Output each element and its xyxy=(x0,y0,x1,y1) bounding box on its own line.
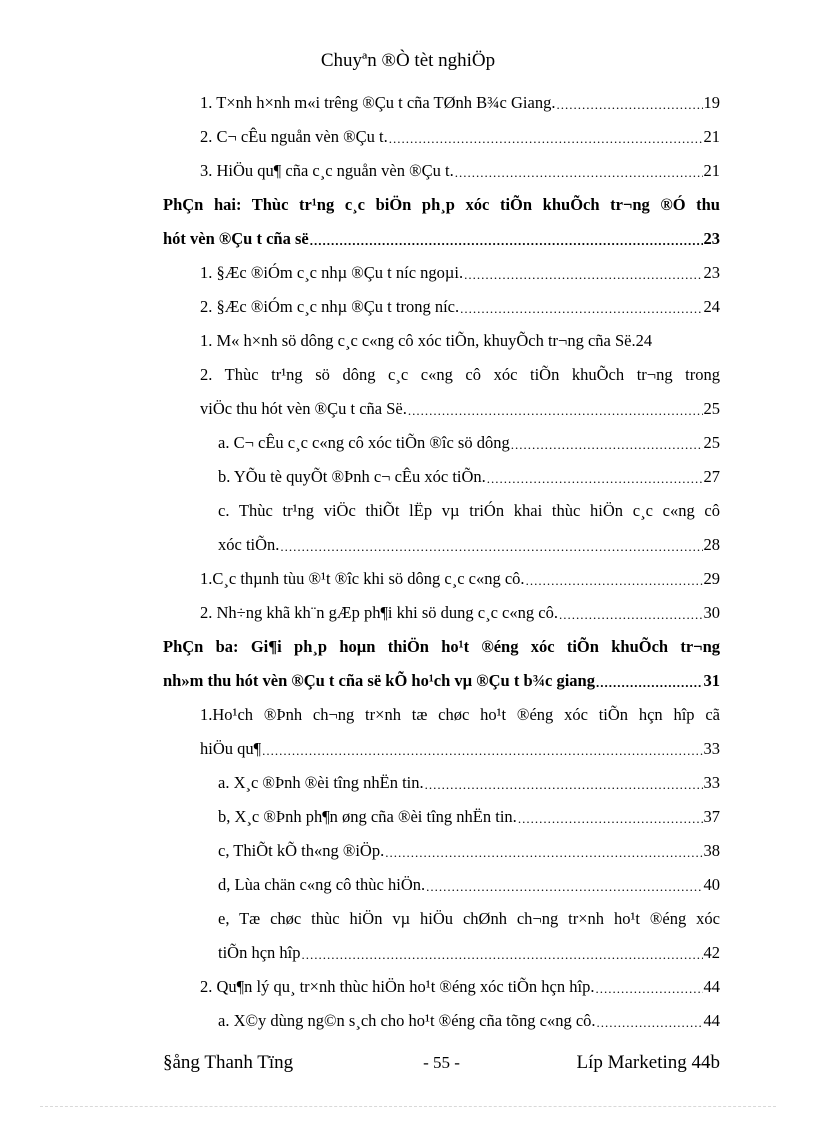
toc-leader xyxy=(559,603,703,623)
toc-entry xyxy=(200,596,720,630)
toc-entry-text: PhÇn ba: Gi¶i ph¸p hoµn thiÖn ho¹t ®éng xóc tiÕn khuÕch tr¬ng xyxy=(163,637,720,656)
toc-part-heading xyxy=(163,630,720,664)
toc-entry-page: 25 xyxy=(703,433,720,452)
toc-entry-text: 1. M« h×nh sö dông c¸c c«ng cô xóc tiÕn, khuyÕch tr¬ng cña Së. xyxy=(200,331,636,350)
toc-entry-text: hiÖu qu¶ xyxy=(200,739,262,758)
toc-entry-text: c. Thùc tr¹ng viÖc thiÕt lËp vµ triÓn khai thùc hiÖn c¸c c«ng cô xyxy=(218,501,720,520)
toc-entry xyxy=(200,86,720,120)
toc-entry xyxy=(218,936,720,970)
toc-entry xyxy=(163,664,720,698)
toc-entry-text: a. C¬ cÊu c¸c c«ng cô xóc tiÕn ®îc sö dông xyxy=(218,433,510,452)
toc-entry-text: 1.C¸c thµnh tùu ®¹t ®îc khi sö dông c¸c c«ng cô. xyxy=(200,569,525,588)
toc-entry-text: hót vèn ®Çu t cña së xyxy=(163,229,309,248)
toc-leader xyxy=(460,297,702,317)
toc-entry xyxy=(218,1004,720,1038)
toc-leader xyxy=(385,841,702,861)
toc-leader xyxy=(596,671,703,691)
toc-entry xyxy=(200,732,720,766)
toc-entry-page: 28 xyxy=(703,535,720,554)
toc-entry xyxy=(200,120,720,154)
page-footer xyxy=(163,1048,720,1078)
toc-entry-page: 19 xyxy=(703,93,720,112)
toc-entry xyxy=(218,460,720,494)
toc-entry-text: 2. Qu¶n lý qu¸ tr×nh thùc hiÖn ho¹t ®éng xóc tiÕn hçn hîp. xyxy=(200,977,595,996)
toc-entry-text: c, ThiÕt kÕ th«ng ®iÖp. xyxy=(218,841,385,860)
toc-leader xyxy=(455,161,703,181)
toc-leader xyxy=(464,263,702,283)
toc-entry-text: b. YÕu tè quyÕt ®Þnh c¬ cÊu xóc tiÕn. xyxy=(218,467,486,486)
toc-leader xyxy=(302,943,703,963)
toc-entry-text: 1. §Æc ®iÓm c¸c nhµ ®Çu t níc ngoµi. xyxy=(200,263,464,282)
toc-entry-page: 23 xyxy=(703,263,720,282)
toc-entry-page: 30 xyxy=(703,603,720,622)
toc-entry xyxy=(218,528,720,562)
toc-leader xyxy=(597,1011,703,1031)
toc-leader xyxy=(556,93,702,113)
toc-leader xyxy=(389,127,703,147)
toc-entry-text: xóc tiÕn. xyxy=(218,535,280,554)
toc-entry-page: 33 xyxy=(703,739,720,758)
toc-entry xyxy=(200,562,720,596)
toc-leader xyxy=(518,807,703,827)
toc-entry-text: nh»m thu hót vèn ®Çu t cña së kÕ ho¹ch vµ ®Çu t b¾c giang xyxy=(163,671,595,690)
toc-entry xyxy=(218,902,720,936)
toc-entry-text: viÖc thu hót vèn ®Çu t cña Së. xyxy=(200,399,407,418)
toc-entry-text: 3. HiÖu qu¶ cña c¸c nguån vèn ®Çu t. xyxy=(200,161,454,180)
toc-entry-text: a. X©y dùng ng©n s¸ch cho ho¹t ®éng cña tõng c«ng cô. xyxy=(218,1011,596,1030)
toc-entry xyxy=(218,834,720,868)
toc-entry-text: tiÕn hçn hîp xyxy=(218,943,301,962)
toc-leader xyxy=(425,773,703,793)
toc-entry xyxy=(200,698,720,732)
toc-leader xyxy=(280,535,702,555)
toc-entry xyxy=(200,970,720,1004)
toc-entry-text: PhÇn hai: Thùc tr¹ng c¸c biÖn ph¸p xóc tiÕn khuÕch tr¬ng ®Ó thu xyxy=(163,195,720,214)
toc-leader xyxy=(310,229,703,249)
toc-leader xyxy=(408,399,703,419)
toc-entry-text: b, X¸c ®Þnh ph¶n øng cña ®èi tîng nhËn tin. xyxy=(218,807,517,826)
toc-entry xyxy=(200,154,720,188)
toc-entry-page: 23 xyxy=(703,229,720,248)
toc-part-heading xyxy=(163,188,720,222)
toc-entry-page: 44 xyxy=(703,1011,720,1030)
toc-entry xyxy=(200,358,720,392)
toc-leader xyxy=(511,433,703,453)
toc-entry xyxy=(218,800,720,834)
toc-leader xyxy=(262,739,702,759)
toc-leader xyxy=(595,977,702,997)
toc-entry xyxy=(200,290,720,324)
toc-leader xyxy=(426,875,702,895)
toc-leader xyxy=(526,569,703,589)
footer-class: Líp Marketing 44b xyxy=(576,1052,720,1073)
toc-entry-text: 1. T×nh h×nh m«i trêng ®Çu t cña TØnh B¾c Giang. xyxy=(200,93,556,112)
page-bottom-divider xyxy=(40,1106,776,1107)
toc-entry xyxy=(218,868,720,902)
toc-entry-page: 31 xyxy=(703,671,720,690)
toc-entry-page: 25 xyxy=(703,399,720,418)
toc-entry-text: 2. §Æc ®iÓm c¸c nhµ ®Çu t trong níc. xyxy=(200,297,460,316)
toc-entry xyxy=(218,426,720,460)
toc-entry-text: 2. Nh÷ng khã kh¨n gÆp ph¶i khi sö dung c¸c c«ng cô. xyxy=(200,603,558,622)
toc-entry xyxy=(200,392,720,426)
toc-entry xyxy=(218,494,720,528)
toc-entry xyxy=(218,766,720,800)
toc-entry-text: 2. Thùc tr¹ng sö dông c¸c c«ng cô xóc tiÕn khuÕch tr¬ng trong xyxy=(200,365,720,384)
toc-entry-page: 40 xyxy=(703,875,720,894)
page-header-title: Chuyªn ®Ò tèt nghiÖp xyxy=(320,50,496,71)
toc-entry xyxy=(200,324,720,358)
toc-entry-page: 42 xyxy=(703,943,720,962)
toc-leader xyxy=(487,467,703,487)
toc-entry-page: 33 xyxy=(703,773,720,792)
toc-entry-text: 2. C¬ cÊu nguån vèn ®Çu t. xyxy=(200,127,388,146)
toc-entry-text: e, Tæ chøc thùc hiÖn vµ hiÖu chØnh ch¬ng tr×nh ho¹t ®éng xóc xyxy=(218,909,720,928)
toc-entry-text: a. X¸c ®Þnh ®èi tîng nhËn tin. xyxy=(218,773,424,792)
toc-entry xyxy=(200,256,720,290)
toc-entry-text: 1.Ho¹ch ®Þnh ch¬ng tr×nh tæ chøc ho¹t ®éng xóc tiÕn hçn hîp cã xyxy=(200,705,720,724)
toc-entry-page: 38 xyxy=(703,841,720,860)
toc-entry-text: d, Lùa chän c«ng cô thùc hiÖn. xyxy=(218,875,426,894)
toc-entry-page: 21 xyxy=(703,161,720,180)
toc-entry-page: 37 xyxy=(703,807,720,826)
toc-entry-page: 27 xyxy=(703,467,720,486)
toc-entry-page: 44 xyxy=(703,977,720,996)
footer-author: §ång Thanh Tïng xyxy=(163,1052,294,1073)
toc-entry-page: 29 xyxy=(703,569,720,588)
toc-entry-page: 24 xyxy=(703,297,720,316)
toc-entry-page: 24 xyxy=(635,331,653,350)
toc-entry xyxy=(163,222,720,256)
footer-page-number: - 55 - xyxy=(423,1053,460,1072)
toc-entry-page: 21 xyxy=(703,127,720,146)
